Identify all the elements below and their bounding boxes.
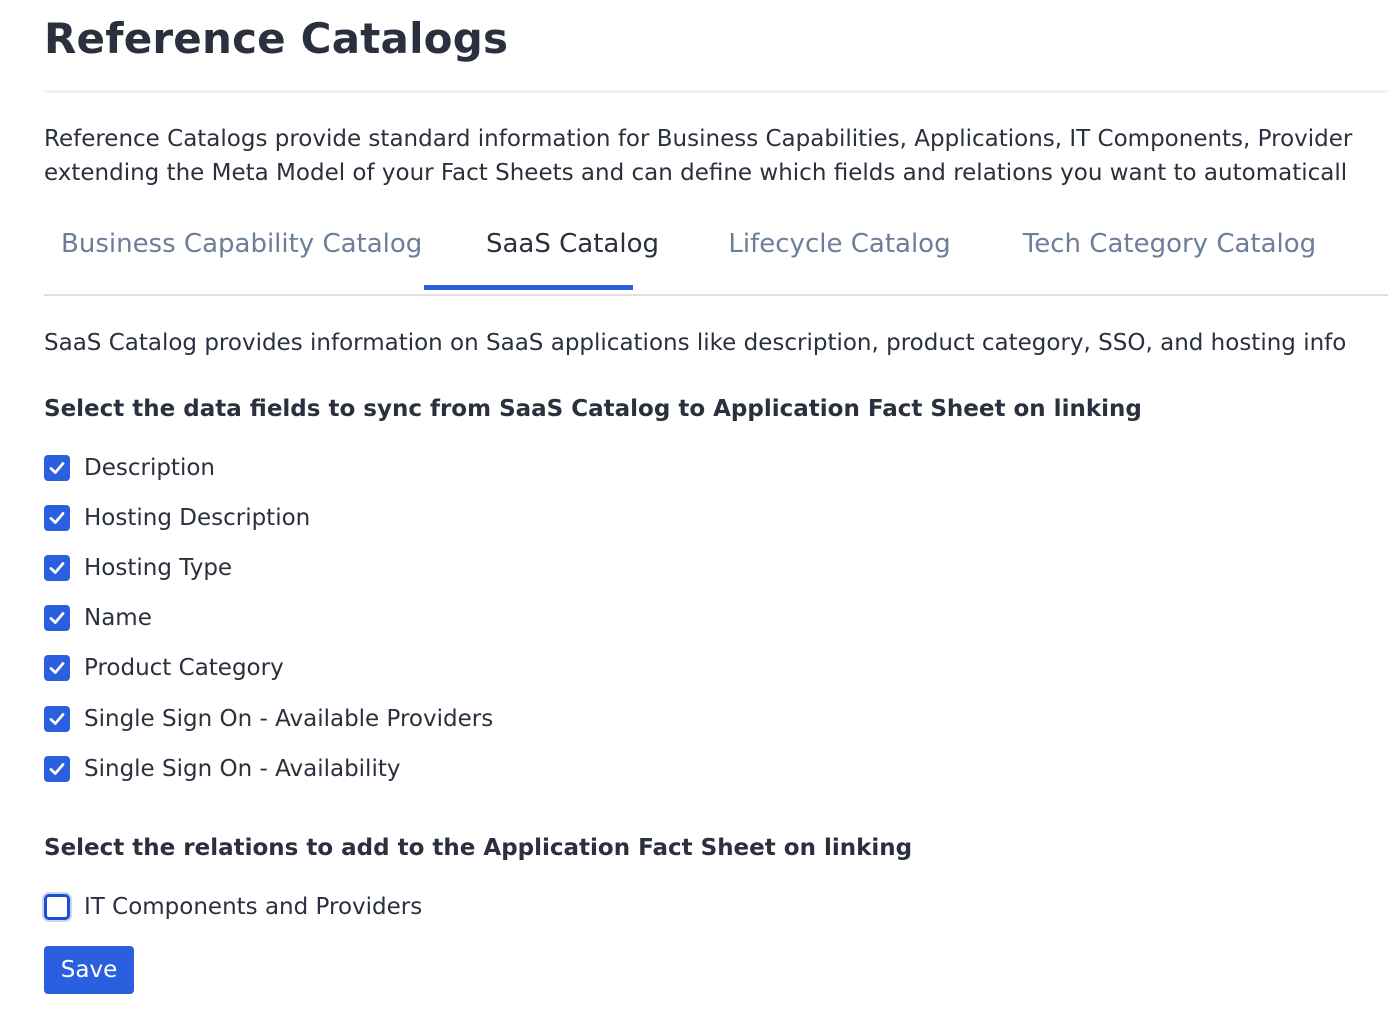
tab-business-capability-catalog[interactable]: Business Capability Catalog	[61, 229, 423, 259]
checkmark-icon	[47, 458, 67, 478]
catalog-tabs	[44, 222, 1388, 296]
relation-checkbox-it-components-and-providers[interactable]	[44, 887, 422, 927]
checkbox-checked[interactable]	[44, 756, 70, 782]
field-checkbox-hosting-type[interactable]	[44, 548, 232, 588]
checkbox-checked[interactable]	[44, 605, 70, 631]
checkbox-checked[interactable]	[44, 455, 70, 481]
checkbox-checked[interactable]	[44, 505, 70, 531]
intro-text	[44, 122, 1388, 190]
checkbox-checked[interactable]	[44, 655, 70, 681]
active-tab-indicator	[424, 285, 633, 290]
relations-heading: Select the relations to add to the Application Fact Sheet on linking	[44, 835, 913, 861]
field-checkbox-sso-available-providers[interactable]	[44, 699, 493, 739]
checkbox-label: Product Category	[84, 655, 284, 681]
checkmark-icon	[47, 608, 67, 628]
checkmark-icon	[47, 658, 67, 678]
tab-lifecycle-catalog[interactable]: Lifecycle Catalog	[728, 229, 951, 259]
checkbox-label: Hosting Type	[84, 555, 233, 581]
checkmark-icon	[47, 558, 67, 578]
field-checkbox-name[interactable]	[44, 598, 152, 638]
tab-saas-catalog[interactable]: SaaS Catalog	[486, 229, 659, 259]
checkbox-label: IT Components and Providers	[84, 894, 423, 920]
page-title: Reference Catalogs	[44, 14, 509, 63]
tab-tech-category-catalog[interactable]: Tech Category Catalog	[1022, 229, 1317, 259]
field-checkbox-description[interactable]	[44, 448, 215, 488]
saas-catalog-description: SaaS Catalog provides information on SaaS applications like description, product category, SSO, and hosting info	[44, 330, 1347, 356]
checkmark-icon	[47, 759, 67, 779]
checkbox-label: Name	[84, 605, 152, 631]
checkbox-label: Hosting Description	[84, 505, 311, 531]
data-fields-heading: Select the data fields to sync from SaaS Catalog to Application Fact Sheet on linking	[44, 396, 1142, 422]
checkmark-icon	[47, 508, 67, 528]
checkbox-unchecked[interactable]	[44, 894, 70, 920]
checkbox-checked[interactable]	[44, 555, 70, 581]
intro-line-1: Reference Catalogs provide standard information for Business Capabilities, Applications, IT Components, Provider	[44, 126, 1353, 152]
field-checkbox-product-category[interactable]	[44, 648, 284, 688]
field-checkbox-sso-availability[interactable]	[44, 749, 400, 789]
checkmark-icon	[47, 709, 67, 729]
checkbox-label: Description	[84, 455, 215, 481]
title-divider	[44, 90, 1388, 93]
save-button[interactable]: Save	[44, 946, 134, 994]
intro-line-2: extending the Meta Model of your Fact Sheets and can define which fields and relations you want to automaticall	[44, 160, 1348, 186]
checkbox-label: Single Sign On - Availability	[84, 756, 401, 782]
field-checkbox-hosting-description[interactable]	[44, 498, 310, 538]
checkbox-checked[interactable]	[44, 706, 70, 732]
checkbox-label: Single Sign On - Available Providers	[84, 706, 494, 732]
